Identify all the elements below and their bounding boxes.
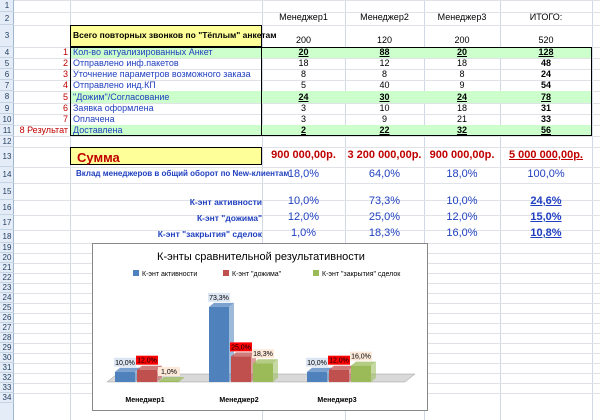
data-label: 10,0%: [307, 359, 327, 367]
row-total: 128: [500, 47, 592, 58]
row-total: 31: [540, 103, 551, 113]
coef-label: К-энт "закрытия" сделок: [157, 229, 262, 239]
category-label: Менеджер2: [219, 397, 259, 404]
data-label: 16,0%: [351, 353, 371, 361]
row-header[interactable]: 11: [0, 125, 14, 136]
row-number-label: 7: [62, 114, 68, 124]
bar: [159, 381, 179, 382]
legend-entry: К-энт "закрытия" сделок: [322, 271, 401, 278]
row-m2: 12: [379, 58, 390, 68]
share-m1: 18,0%: [287, 168, 320, 180]
row-header[interactable]: 13: [0, 147, 14, 167]
row-total: 24: [540, 69, 551, 79]
row-m2: 88: [345, 47, 424, 58]
header-manager1: Менеджер1: [279, 12, 328, 22]
row-number-label: 5: [62, 92, 68, 102]
row-header[interactable]: 31: [0, 363, 14, 373]
coef-m3: 10,0%: [446, 195, 478, 207]
data-label: 10,0%: [115, 359, 135, 367]
category-label: Менеджер1: [125, 397, 165, 404]
row-m2: 40: [379, 80, 390, 90]
coef-total: 24,6%: [530, 195, 562, 207]
coef-m2: 25,0%: [368, 211, 401, 223]
row-header[interactable]: 29: [0, 343, 14, 353]
row-m3: 21: [456, 114, 467, 124]
row-header[interactable]: 25: [0, 303, 14, 313]
calls-m1: 200: [295, 35, 312, 45]
row-header[interactable]: 8: [0, 91, 14, 103]
coef-m3: 12,0%: [446, 211, 478, 223]
sum-m1: 900 000,00р.: [271, 149, 336, 161]
row-header[interactable]: 26: [0, 313, 14, 323]
row-header[interactable]: 23: [0, 283, 14, 293]
row-m3: 9: [459, 80, 465, 90]
row-m1: 3: [300, 103, 306, 113]
row-number-label: 4: [62, 80, 68, 90]
calls-total: 520: [538, 35, 554, 45]
row-header[interactable]: 18: [0, 230, 14, 243]
row-number-label: 2: [62, 58, 68, 68]
row-total: 54: [540, 80, 551, 90]
coef-label: К-энт активности: [189, 197, 262, 207]
row-m1: 2: [262, 125, 345, 136]
row-m3: 18: [456, 103, 467, 113]
header-manager3: Менеджер3: [437, 12, 487, 22]
row-header[interactable]: 30: [0, 353, 14, 363]
sum-m2: 3 200 000,00р.: [347, 149, 422, 161]
row-number-label: 3: [62, 69, 68, 79]
header-manager2: Менеджер2: [360, 12, 409, 22]
row-m3: 32: [424, 125, 500, 136]
legend-swatch: [313, 270, 319, 276]
row-m3: 24: [424, 91, 500, 103]
row-header[interactable]: 24: [0, 293, 14, 303]
coef-label: К-энт "дожима": [196, 213, 262, 223]
legend-entry: К-энт активности: [142, 271, 198, 278]
data-label: 12,0%: [137, 357, 157, 365]
row-m2: 9: [381, 114, 387, 124]
coef-m1: 1,0%: [290, 227, 317, 239]
row-m1: 18: [298, 58, 309, 68]
row-header[interactable]: 14: [0, 167, 14, 183]
sum-total: 5 000 000,00р.: [508, 149, 583, 161]
bar: [253, 363, 273, 382]
row-m1: 20: [262, 47, 345, 58]
legend-entry: К-энт "дожима": [232, 271, 282, 278]
row-header[interactable]: 19: [0, 243, 14, 253]
coef-m2: 73,3%: [368, 195, 401, 207]
bar: [351, 366, 371, 382]
calls-m2: 120: [376, 35, 393, 45]
row-header[interactable]: 2: [0, 12, 14, 25]
row-total: 56: [500, 125, 592, 136]
row-label: Кол-во актуализированных Анкет: [70, 47, 262, 58]
row-header[interactable]: 12: [0, 136, 14, 147]
row-total: 48: [540, 58, 551, 68]
bar: [137, 370, 157, 382]
row-header[interactable]: 16: [0, 200, 14, 215]
row-m1: 5: [300, 80, 306, 90]
data-label: 25,0%: [231, 344, 251, 352]
share-total: 100,0%: [527, 168, 565, 180]
row-header[interactable]: 20: [0, 253, 14, 263]
row-m3: 20: [424, 47, 500, 58]
row-label: Оплачена: [70, 114, 262, 125]
row-number-label: 6: [62, 103, 68, 113]
row-header[interactable]: 27: [0, 323, 14, 333]
coef-m3: 16,0%: [446, 227, 478, 239]
row-header[interactable]: 9: [0, 103, 14, 114]
header-total: ИТОГО:: [529, 12, 563, 22]
row-header[interactable]: 3: [0, 25, 14, 47]
calls-title: Всего повторных звонков по "Тёплым" анкетам: [70, 25, 262, 47]
calls-m3: 200: [454, 35, 470, 45]
row-number-label: 1: [62, 47, 68, 57]
results-chart: [93, 244, 429, 412]
legend-swatch: [133, 270, 139, 276]
bar: [115, 372, 135, 382]
row-label: "Дожим"/Согласование: [70, 91, 262, 103]
row-label: Уточнение параметров возможного заказа: [70, 69, 262, 80]
row-header[interactable]: 15: [0, 183, 14, 200]
row-m3: 18: [456, 58, 467, 68]
coef-m1: 10,0%: [287, 195, 320, 207]
row-m2: 8: [381, 69, 387, 79]
row-header[interactable]: 32: [0, 373, 14, 383]
sum-label: Сумма: [70, 147, 262, 165]
row-total: 78: [500, 91, 592, 103]
row-header[interactable]: 33: [0, 383, 14, 393]
coef-total: 15,0%: [530, 211, 562, 223]
bar: [307, 372, 327, 382]
row-header[interactable]: 22: [0, 273, 14, 283]
bar-side: [273, 359, 278, 382]
row-header[interactable]: 10: [0, 114, 14, 125]
coef-m2: 18,3%: [368, 227, 401, 239]
row-header[interactable]: 7: [0, 80, 14, 91]
row-header[interactable]: 5: [0, 58, 14, 69]
row-m1: 8: [300, 69, 306, 79]
row-m2: 10: [379, 103, 390, 113]
chart-title: К-энты сравнительной результативности: [157, 251, 365, 263]
share-label: Вклад менеджеров в общий оборот по New-клиентам: [76, 169, 290, 178]
category-label: Менеджер3: [317, 397, 357, 404]
share-m3: 18,0%: [446, 168, 478, 180]
share-m2: 64,0%: [368, 168, 401, 180]
row-label: Заявка оформлена: [70, 103, 262, 114]
coef-total: 10,8%: [530, 227, 562, 239]
row-m3: 8: [459, 69, 465, 79]
row-number-label: 8 Результат: [19, 125, 68, 135]
sum-m3: 900 000,00р.: [429, 149, 495, 161]
row-header[interactable]: 21: [0, 263, 14, 273]
coef-m1: 12,0%: [287, 211, 320, 223]
row-label: Отправлено инф.пакетов: [70, 58, 262, 69]
chart-frame[interactable]: [92, 243, 428, 411]
row-m2: 22: [345, 125, 424, 136]
data-label: 18,3%: [253, 351, 273, 359]
row-header[interactable]: 1: [0, 0, 14, 12]
row-header[interactable]: 34: [0, 393, 14, 403]
data-label: 12,0%: [329, 357, 349, 365]
legend-swatch: [223, 270, 229, 276]
row-label: Отправлено инд.КП: [70, 80, 262, 91]
row-m1: 24: [262, 91, 345, 103]
bar: [231, 356, 251, 382]
row-header[interactable]: 6: [0, 69, 14, 80]
row-m1: 3: [300, 114, 306, 124]
data-label: 73,3%: [209, 294, 229, 302]
row-m2: 30: [345, 91, 424, 103]
bar: [329, 370, 349, 382]
data-label: 1,0%: [161, 368, 177, 376]
row-header[interactable]: 4: [0, 47, 14, 58]
row-header[interactable]: 28: [0, 333, 14, 343]
row-label: Доставлена: [70, 125, 262, 136]
row-header[interactable]: 17: [0, 215, 14, 230]
row-total: 33: [540, 114, 551, 124]
bar: [209, 307, 229, 382]
